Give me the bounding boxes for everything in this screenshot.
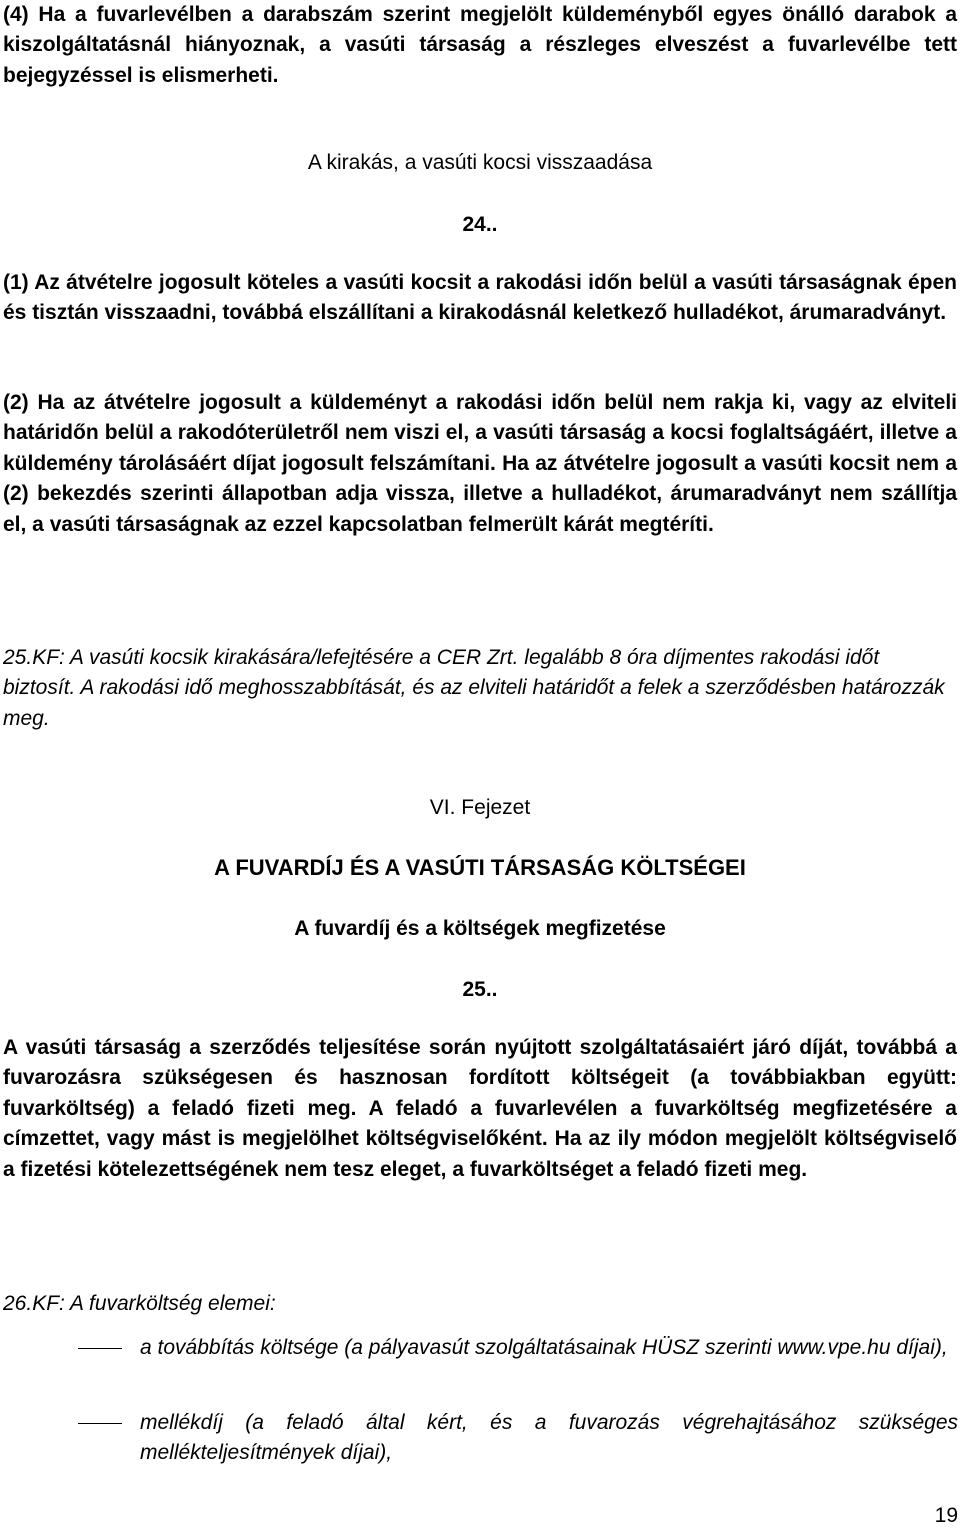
kf-26-intro: 26.KF: A fuvarköltség elemei: xyxy=(3,1292,276,1315)
chapter-label: VI. Fejezet xyxy=(429,796,531,819)
dash-bullet-icon xyxy=(78,1408,122,1438)
dash-bullet-icon xyxy=(78,1333,122,1363)
subheading-fuvardij: A fuvardíj és a költségek megfizetése xyxy=(294,917,666,940)
section-24-number: 24.. xyxy=(462,213,498,236)
section-25-number: 25.. xyxy=(462,978,498,1001)
page-number: 19 xyxy=(934,1504,958,1527)
heading-kirakas: A kirakás, a vasúti kocsi visszaadása xyxy=(307,151,653,174)
paragraph-24-2: (2) Ha az átvételre jogosult a küldeményt a rakodási időn belül nem rakja ki, vagy az elviteli határidőn belül a rakodóterületről nem viszi el, a vasúti társaság a kocsi foglaltságáért, illetve a küldemény tárolásáért díjat jogosult felszámítani. Ha az átvételre jogosult a vasúti kocsit nem a (2) bekezdés szerinti állapotban adja vissza, illetve a hulladékot, árumaradványt nem szállítja el, a vasúti társaságnak az ezzel kapcsolatban felmerült kárát megtéríti. xyxy=(3,391,957,536)
paragraph-4: (4) Ha a fuvarlevélben a darabszám szerint megjelölt küldeményből egyes önálló darabok a kiszolgáltatásnál hiányoznak, a vasúti társaság a részleges elveszést a fuvarlevélbe tett bejegyzéssel is elismerheti. xyxy=(3,3,957,87)
list-item-text: a továbbítás költsége (a pályavasút szolgáltatásainak HÜSZ szerinti www.vpe.hu díjai), xyxy=(140,1336,948,1359)
paragraph-24-1: (1) Az átvételre jogosult köteles a vasúti kocsit a rakodási időn belül a vasúti társaságnak épen és tisztán visszaadni, továbbá elszállítani a kirakodásnál keletkező hulladékot, árumaradványt. xyxy=(3,271,957,325)
chapter-title: A FUVARDÍJ ÉS A VASÚTI TÁRSASÁG KÖLTSÉGEI xyxy=(214,855,746,880)
paragraph-25: A vasúti társaság a szerződés teljesítése során nyújtott szolgáltatásaiért járó díját, továbbá a fuvarozásra szükségesen és hasznosan fordított költségeit (a továbbiakban együtt: fuvarköltség) a feladó fizeti meg. A feladó a fuvarlevélen a fuvarköltség megfizetésére a címzettet, vagy mást is megjelölhet költségviselőként. Ha az ily módon megjelölt költségviselő a fizetési kötelezettségének nem tesz eleget, a fuvarköltséget a feladó fizeti meg. xyxy=(3,1036,957,1181)
kf-25-note: 25.KF: A vasúti kocsik kirakására/lefejtésére a CER Zrt. legalább 8 óra díjmentes rakodási időt biztosít. A rakodási idő meghosszabbítását, és az elviteli határidőt a felek a szerződésben határozzák meg. xyxy=(3,646,945,730)
list-item-text: mellékdíj (a feladó által kért, és a fuvarozás végrehajtásához szükséges mellékteljesítmények díjai), xyxy=(140,1411,958,1464)
